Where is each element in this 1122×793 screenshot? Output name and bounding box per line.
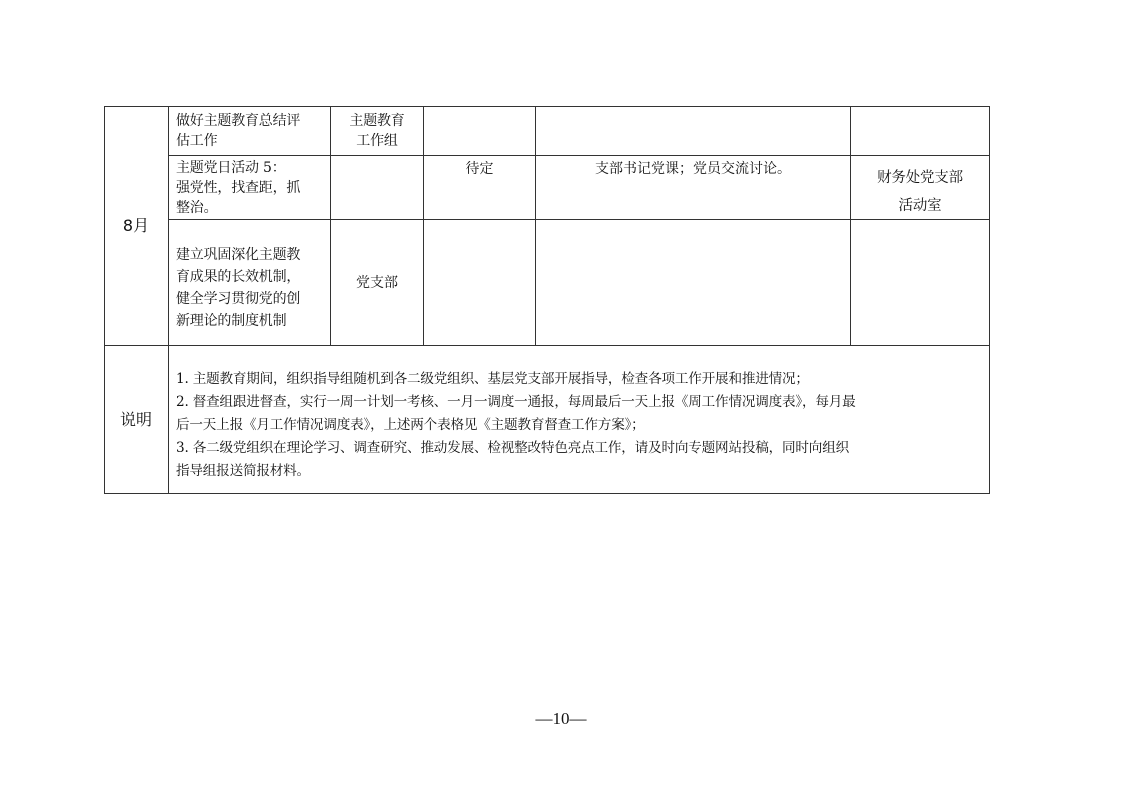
- row2-owner-cell: [331, 156, 424, 220]
- row2-time-text: 待定: [465, 161, 494, 177]
- page-number: —10—: [535, 709, 587, 728]
- row3-location-cell: [851, 220, 990, 346]
- row1-task-cell: [169, 106, 331, 156]
- row3-method-cell: [536, 220, 851, 346]
- row3-task-cell: [169, 220, 331, 346]
- row3-time-cell: [424, 220, 536, 346]
- row1-owner-line1: 主题教育: [349, 113, 405, 129]
- row3-task-line2: 育成果的长效机制，: [176, 269, 301, 285]
- row2-time-cell: [424, 156, 536, 220]
- row2-task-line3: 整治。: [176, 200, 218, 216]
- note-line-3: 后一天上报《月工作情况调度表》，上述两个表格见《主题教育督查工作方案》；: [176, 417, 645, 433]
- row1-time-cell: [424, 106, 536, 156]
- row2-location-line1: 财务处党支部: [877, 170, 963, 186]
- row1-task-line1: 做好主题教育总结评: [176, 113, 301, 129]
- row2-task-line2: 强党性，找查距，抓: [176, 180, 301, 196]
- row2-method-cell: [536, 156, 851, 220]
- row1-location-cell: [851, 106, 990, 156]
- row1-owner-line2: 工作组: [356, 133, 398, 149]
- notes-label: 说明: [119, 409, 152, 429]
- row3-owner-text: 党支部: [356, 274, 398, 291]
- note-line-4: 3. 各二级党组织在理论学习、调查研究、推动发展、检视整改特色亮点工作，请及时向专题网站投稿，同时向组织: [176, 440, 849, 456]
- row1-owner-cell: [331, 106, 424, 156]
- note-line-5: 指导组报送简报材料。: [176, 463, 310, 479]
- row2-method-text: 支部书记党课；党员交流讨论。: [595, 161, 791, 177]
- row3-task-line1: 建立巩固深化主题教: [176, 247, 301, 263]
- row2-task-cell: [169, 156, 331, 220]
- row2-task-line1: 主题党日活动 5：: [176, 160, 286, 176]
- note-line-2: 2. 督查组跟进督查，实行一周一计划一考核、一月一调度一通报，每周最后一天上报《周工作情况调度表》，每月最: [176, 394, 856, 410]
- note-line-1: 1. 主题教育期间，组织指导组随机到各二级党组织、基层党支部开展指导，检查各项工作开展和推进情况；: [176, 371, 809, 387]
- row1-method-cell: [536, 106, 851, 156]
- row3-task-line3: 健全学习贯彻党的创: [176, 291, 301, 307]
- month-cell: [104, 106, 169, 346]
- row2-location-line2: 活动室: [898, 198, 942, 214]
- row2-location-cell: [851, 156, 990, 220]
- notes-label-cell: [104, 346, 169, 494]
- schedule-table: [104, 106, 990, 494]
- month-label: 8月: [122, 215, 150, 235]
- row3-task-line4: 新理论的制度机制: [176, 313, 287, 329]
- notes-cell: [169, 346, 990, 494]
- row3-owner-cell: [331, 220, 424, 346]
- row1-task-line2: 估工作: [176, 133, 218, 149]
